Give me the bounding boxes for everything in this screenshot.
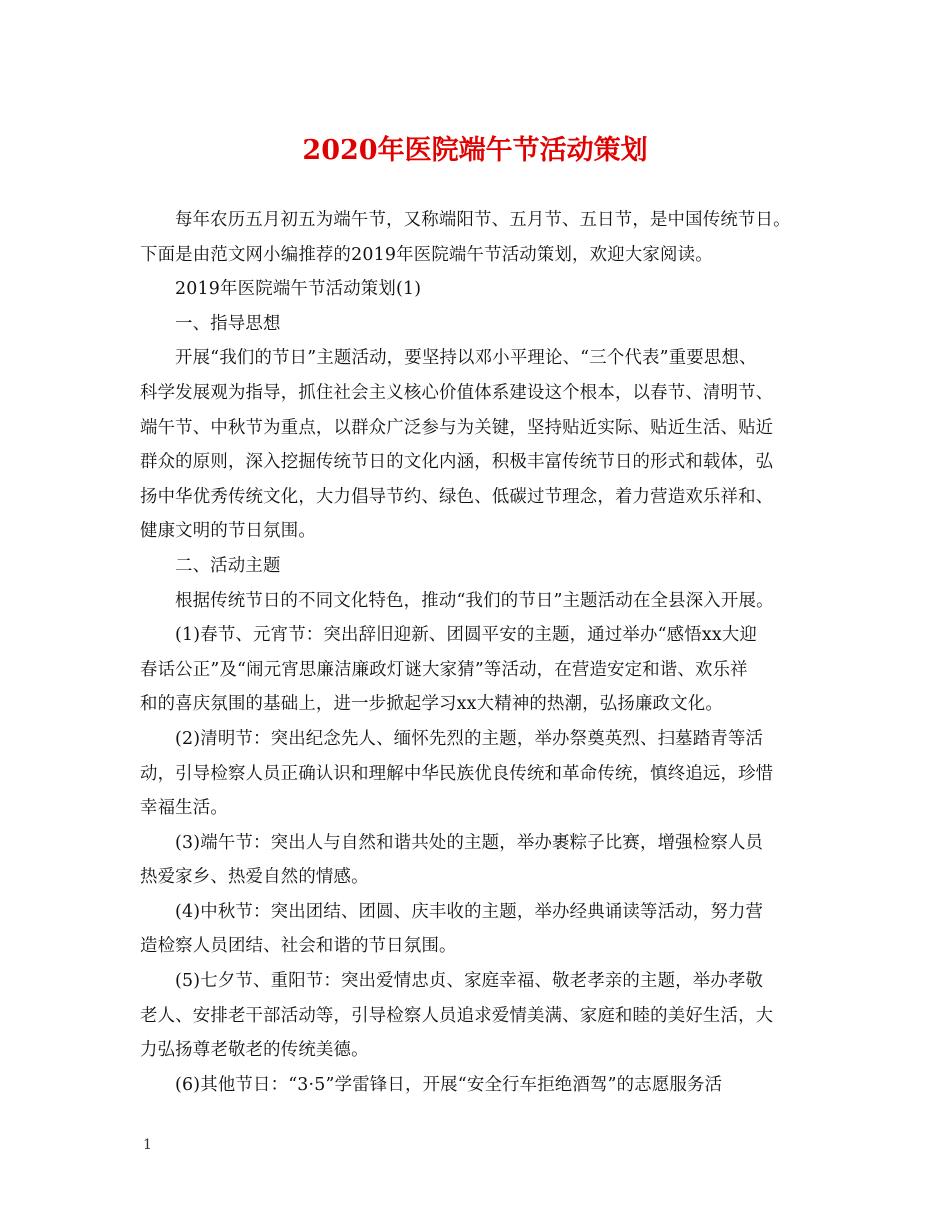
text-line: (6)其他节日：“3·5”学雷锋日，开展“安全行车拒绝酒驾”的志愿服务活 — [175, 1074, 723, 1095]
text-line: (3)端午节：突出人与自然和谐共处的主题，举办裹粽子比赛，增强检察人员 — [175, 832, 764, 853]
text-line: 健康文明的节日氛围。 — [140, 521, 316, 542]
text-line: 动，引导检察人员正确认识和理解中华民族优良传统和革命传统，慎终追远，珍惜 — [140, 763, 774, 784]
text-line: 开展“我们的节日”主题活动，要坚持以邓小平理论、“三个代表”重要思想、 — [175, 348, 757, 369]
text-line: 和的喜庆氛围的基础上，进一步掀起学习xx大精神的热潮，弘扬廉政文化。 — [140, 694, 723, 715]
text-line: 一、指导思想 — [175, 313, 281, 334]
text-line: (5)七夕节、重阳节：突出爱情忠贞、家庭幸福、敬老孝亲的主题，举办孝敬 — [175, 971, 764, 992]
text-line: (1)春节、元宵节：突出辞旧迎新、团圆平安的主题，通过举办“感悟xx大迎 — [175, 625, 758, 646]
document-body — [140, 203, 820, 1102]
text-line: 根据传统节日的不同文化特色，推动“我们的节日”主题活动在全县深入开展。 — [175, 590, 774, 611]
text-line: 老人、安排老干部活动等，引导检察人员追求爱情美满、家庭和睦的美好生活，大 — [140, 1005, 774, 1026]
text-line: 下面是由范文网小编推荐的2019年医院端午节活动策划，欢迎大家阅读。 — [140, 244, 713, 265]
text-line: 二、活动主题 — [175, 555, 281, 576]
text-line: 热爱家乡、热爱自然的情感。 — [140, 867, 369, 888]
text-line: 幸福生活。 — [140, 798, 228, 819]
text-line: 科学发展观为指导，抓住社会主义核心价值体系建设这个根本，以春节、清明节、 — [140, 382, 774, 403]
text-line: 每年农历五月初五为端午节，又称端阳节、五月节、五日节，是中国传统节日。 — [175, 210, 791, 230]
text-line: 造检察人员团结、社会和谐的节日氛围。 — [140, 936, 457, 957]
text-line: 扬中华优秀传统文化，大力倡导节约、绿色、低碳过节理念，着力营造欢乐祥和、 — [140, 486, 774, 507]
text-line: 力弘扬尊老敬老的传统美德。 — [140, 1040, 369, 1061]
text-line: 2019年医院端午节活动策划(1) — [175, 279, 422, 300]
text-line: (4)中秋节：突出团结、团圆、庆丰收的主题，举办经典诵读等活动，努力营 — [175, 901, 764, 922]
text-line: 春话公正”及“闹元宵思廉洁廉政灯谜大家猜”等活动，在营造安定和谐、欢乐祥 — [140, 659, 748, 680]
text-line: 群众的原则，深入挖掘传统节日的文化内涵，积极丰富传统节日的形式和载体，弘 — [140, 452, 774, 473]
page-number: 1 — [143, 1137, 152, 1153]
document-title: 2020年医院端午节活动策划 — [302, 135, 648, 166]
text-line: 端午节、中秋节为重点，以群众广泛参与为关键，坚持贴近实际、贴近生活、贴近 — [140, 417, 774, 438]
text-line: (2)清明节：突出纪念先人、缅怀先烈的主题，举办祭奠英烈、扫墓踏青等活 — [175, 728, 764, 749]
